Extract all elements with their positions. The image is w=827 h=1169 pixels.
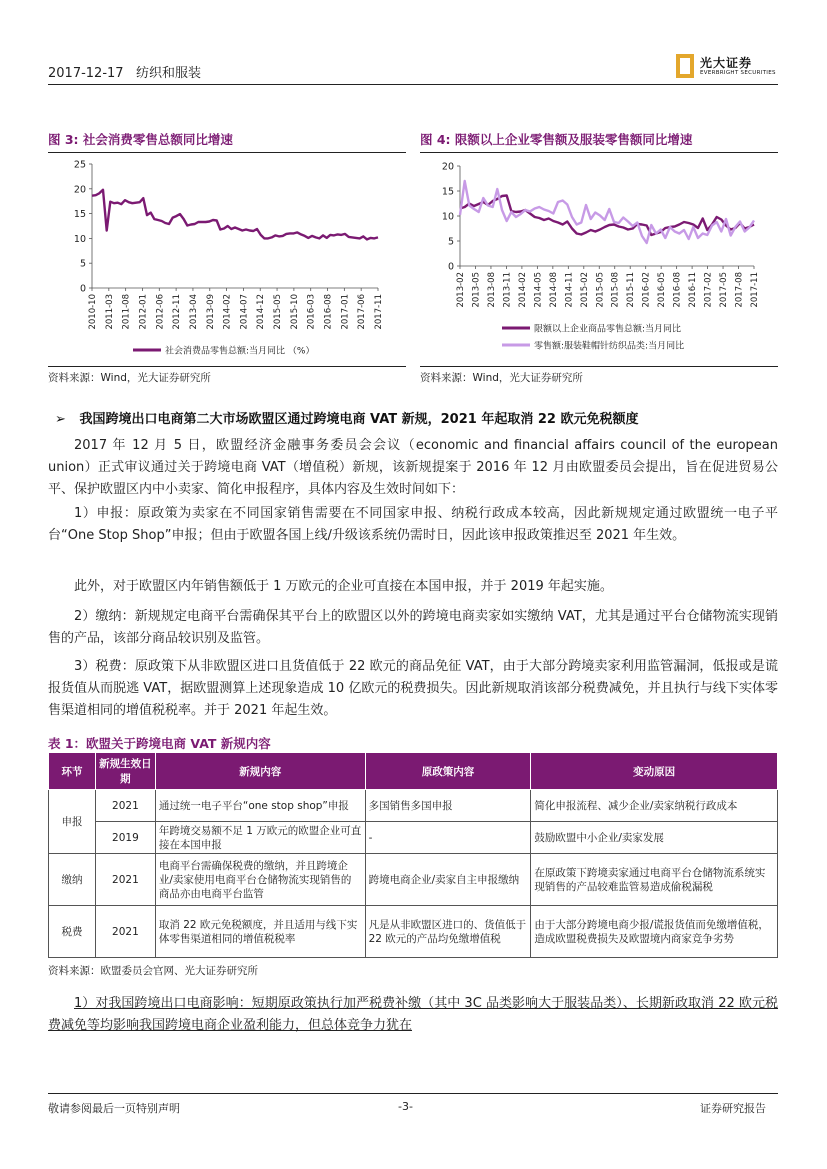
table-row	[49, 790, 778, 822]
x-tick-label: 2013-09	[205, 294, 216, 330]
section-heading: ➢ 我国跨境出口电商第二大市场欧盟区通过跨境电商 VAT 新规，2021 年起取消 22 欧元免税额度	[55, 412, 639, 427]
figure3-top-rule	[48, 152, 406, 153]
figure4-title: 图 4: 限额以上企业零售额及服装零售额同比增速	[420, 132, 693, 147]
table-cell-stage: 申报	[49, 790, 96, 854]
series-line-2	[460, 181, 754, 243]
y-tick-label: 15	[441, 186, 454, 198]
y-tick-label: 0	[79, 283, 86, 295]
table-row	[49, 822, 778, 854]
x-tick-label: 2013-08	[486, 272, 497, 308]
x-tick-label: 2015-02	[579, 272, 590, 308]
x-tick-label: 2013-11	[502, 272, 513, 308]
x-tick-label: 2014-02	[222, 294, 233, 330]
x-tick-label: 2015-05	[595, 272, 606, 308]
table-cell-reason: 在原政策下跨境卖家通过电商平台仓储物流系统实现销售的产品较难监管易造成偷税漏税	[531, 854, 778, 906]
table-title: 表 1：欧盟关于跨境电商 VAT 新规内容	[48, 736, 271, 751]
table-row	[49, 854, 778, 906]
x-tick-label: 2016-02	[641, 272, 652, 308]
table-header: 新规内容	[155, 753, 365, 790]
x-tick-label: 2016-11	[688, 272, 699, 308]
footer-disclaimer: 敬请参阅最后一页特别声明	[48, 1102, 180, 1115]
header-sector: 纺织和服装	[135, 66, 201, 81]
paragraph-payment: 2）缴纳：新规规定电商平台需确保其平台上的欧盟区以外的跨境电商卖家如实缴纳 VAT，尤其是通过平台仓储物流实现销售的产品，该部分商品较识别及监管。	[48, 609, 778, 646]
y-tick-label: 20	[441, 161, 454, 173]
x-tick-label: 2017-08	[734, 272, 745, 308]
legend-label: 限额以上企业商品零售总额:当月同比	[534, 324, 682, 335]
x-tick-label: 2012-01	[138, 294, 149, 330]
x-tick-label: 2015-05	[273, 294, 284, 330]
x-tick-label: 2017-06	[357, 294, 368, 330]
header-divider	[48, 84, 778, 85]
table-header-row	[49, 753, 778, 790]
paragraph-declaration: 1）申报：原政策为卖家在不同国家销售需要在不同国家申报、纳税行政成本较高，因此新规规定通过欧盟统一电子平台“One Stop Shop”申报；但由于欧盟各国上线/升级该系统仍需时日，因此该申报政策推迟至 2021 年生效。	[48, 506, 778, 543]
figure4-top-rule	[420, 152, 778, 153]
y-tick-label: 20	[73, 184, 86, 196]
x-tick-label: 2017-11	[374, 294, 384, 330]
bullet-icon: ➢	[55, 412, 66, 427]
x-tick-label: 2014-08	[548, 272, 559, 308]
footer-report-type: 证券研究报告	[700, 1102, 766, 1115]
x-tick-label: 2010-10	[88, 294, 98, 330]
figure4-bottom-rule	[420, 366, 778, 367]
table-cell-new: 电商平台需确保税费的缴纳，并且跨境企业/卖家使用电商平台仓储物流实现销售的商品亦由电商平台监管	[155, 854, 365, 906]
x-tick-label: 2017-05	[719, 272, 730, 308]
table-cell-stage: 缴纳	[49, 854, 96, 906]
figure3-bottom-rule	[48, 366, 406, 367]
x-tick-label: 2014-07	[239, 294, 250, 330]
table-cell-reason: 简化申报流程、减少企业/卖家纳税行政成本	[531, 790, 778, 822]
x-tick-label: 2015-10	[289, 294, 300, 330]
figure3-title: 图 3: 社会消费零售总额同比增速	[48, 132, 233, 147]
table-cell-date: 2021	[95, 854, 155, 906]
y-tick-label: 5	[79, 258, 86, 270]
y-tick-label: 5	[447, 236, 454, 248]
figure3-chart	[48, 154, 406, 362]
x-tick-label: 2017-11	[750, 272, 760, 308]
footer-page-number: -3-	[398, 1100, 413, 1113]
conclusion-paragraph: 1）对我国跨境出口电商影响：短期原政策执行加严税费补缴（其中 3C 品类影响大于服装品类）、长期新政取消 22 欧元税费减免等均影响我国跨境电商企业盈利能力，但总体竞争力犹在	[48, 996, 778, 1033]
table-cell-old: 凡是从非欧盟区进口的、货值低于 22 欧元的产品均免缴增值税	[365, 906, 531, 958]
table-header: 原政策内容	[365, 753, 531, 790]
paragraph-small-business: 此外，对于欧盟区内年销售额低于 1 万欧元的企业可直接在本国申报，并于 2019 年起实施。	[74, 579, 613, 594]
x-tick-label: 2013-05	[471, 272, 482, 308]
table-cell-stage: 税费	[49, 906, 96, 958]
table-cell-new: 通过统一电子平台“one stop shop”申报	[155, 790, 365, 822]
table-cell-reason: 鼓励欧盟中小企业/卖家发展	[531, 822, 778, 854]
series-line-1	[92, 190, 378, 240]
paragraph-intro: 2017 年 12 月 5 日，欧盟经济金融事务委员会会议（economic and financial affairs council of the european union）正式审议通过关于跨境电商 VAT（增值税）新规，该新规提案于 2016 年 12 月由欧盟委员会提出，旨在促进贸易公平、保护欧盟区内中小卖家、简化申报程序，具体内容及生效时间如下：	[48, 438, 778, 497]
x-tick-label: 2014-02	[517, 272, 528, 308]
y-tick-label: 25	[73, 159, 86, 171]
footer-divider	[48, 1093, 778, 1094]
y-tick-label: 15	[73, 209, 86, 221]
x-tick-label: 2012-11	[172, 294, 183, 330]
legend-label: 社会消费品零售总额:当月同比 （%）	[165, 346, 315, 357]
x-tick-label: 2014-12	[256, 294, 267, 330]
x-tick-label: 2016-03	[306, 294, 317, 330]
y-tick-label: 0	[447, 261, 454, 273]
x-tick-label: 2017-02	[703, 272, 714, 308]
x-tick-label: 2015-08	[610, 272, 621, 308]
legend-label: 零售额:服装鞋帽针纺织品类:当月同比	[534, 341, 685, 352]
table-source: 资料来源：欧盟委员会官网、光大证券研究所	[48, 965, 258, 977]
y-tick-label: 10	[441, 211, 454, 223]
x-tick-label: 2011-03	[104, 294, 115, 330]
x-tick-label: 2016-05	[657, 272, 668, 308]
table-header: 变动原因	[531, 753, 778, 790]
x-tick-label: 2011-08	[121, 294, 132, 330]
table-cell-old: 跨境电商企业/卖家自主申报缴纳	[365, 854, 531, 906]
figure4-chart	[420, 154, 778, 362]
company-logo: 光大证券 EVERBRIGHT SECURITIES	[676, 52, 780, 82]
x-tick-label: 2017-01	[340, 294, 351, 330]
table-row	[49, 906, 778, 958]
x-tick-label: 2015-11	[626, 272, 637, 308]
paragraph-tax: 3）税费：原政策下从非欧盟区进口且货值低于 22 欧元的商品免征 VAT，由于大部分跨境卖家利用监管漏洞，低报或是谎报货值从而脱逃 VAT，据欧盟测算上述现象造成 10 亿欧元的税费损失。因此新规取消该部分税费减免，并且执行与线下实体零售渠道相同的增值税税率。并于 2021 年起生效。	[48, 659, 778, 718]
x-tick-label: 2014-11	[564, 272, 575, 308]
x-tick-label: 2013-04	[188, 294, 199, 330]
table-cell-new: 年跨境交易额不足 1 万欧元的欧盟企业可直接在本国申报	[155, 822, 365, 854]
x-tick-label: 2016-08	[672, 272, 683, 308]
y-tick-label: 10	[73, 233, 86, 245]
figure3-source: 资料来源：Wind，光大证券研究所	[48, 372, 211, 384]
table-cell-reason: 由于大部分跨境电商少报/谎报货值而免缴增值税，造成欧盟税费损失及欧盟境内商家竞争劣势	[531, 906, 778, 958]
table-cell-date: 2021	[95, 790, 155, 822]
table-cell-date: 2021	[95, 906, 155, 958]
x-tick-label: 2012-06	[155, 294, 166, 330]
table-cell-old: -	[365, 822, 531, 854]
table-header: 环节	[49, 753, 96, 790]
x-tick-label: 2014-05	[533, 272, 544, 308]
table-cell-date: 2019	[95, 822, 155, 854]
table-header: 新规生效日期	[95, 753, 155, 790]
figure4-source: 资料来源：Wind，光大证券研究所	[420, 372, 583, 384]
vat-rules-table	[48, 752, 778, 958]
x-tick-label: 2013-02	[456, 272, 466, 308]
header-date: 2017-12-17 纺织和服装	[48, 66, 201, 81]
table-cell-new: 取消 22 欧元免税额度，并且适用与线下实体零售渠道相同的增值税税率	[155, 906, 365, 958]
x-tick-label: 2016-08	[323, 294, 334, 330]
table-cell-old: 多国销售多国申报	[365, 790, 531, 822]
